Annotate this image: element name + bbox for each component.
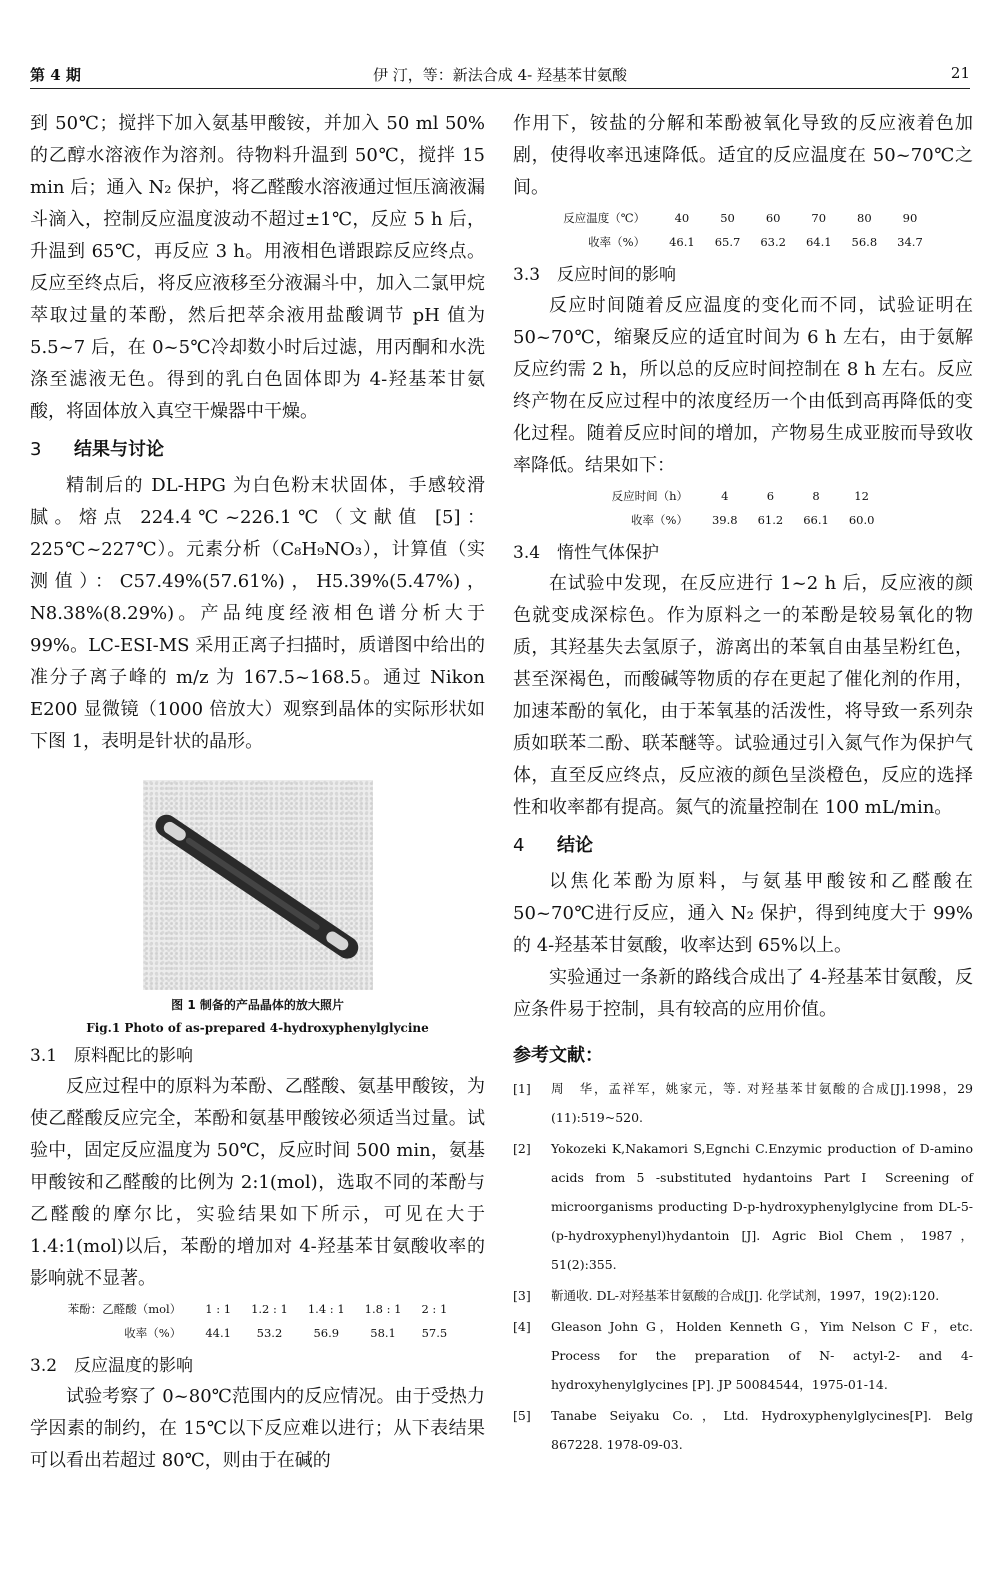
table-cell: 39.8: [711, 513, 738, 527]
reference-item: [513, 1134, 973, 1279]
reference-text: Yokozeki K,Nakamori S,Egnchi C.Enzymic production of D-amino acids from 5 -substituted hydantoins Part Ⅰ Screening of microorganisms producting D-p-hydroxyphenylglycine from DL-5-(p-hydroxyphenyl)hydantoin [J]. Agric Biol Chem，1987，51(2):355.: [551, 1141, 973, 1272]
table-cell: 46.1: [669, 235, 695, 249]
paragraph-temperature-cont: 作用下，铵盐的分解和苯酚被氧化导致的反应液着色加剧，使得收率迅速降低。适宜的反应温度在 50~70℃之间。: [513, 113, 973, 198]
reference-text: Tanabe Seiyaku Co.，Ltd. Hydroxyphenylglycines[P]. Belg 867228. 1978-09-03.: [551, 1408, 973, 1452]
table-cell: 61.2: [757, 513, 784, 527]
table-cell: 44.1: [205, 1326, 231, 1340]
reference-item: [513, 1312, 986, 1399]
table-row: [58, 1321, 458, 1345]
section-title: 结果与讨论: [74, 439, 164, 460]
paragraph-characterization: 精制后的 DL-HPG 为白色粉末状固体，手感较滑腻。熔点 224.4℃~226.1℃（文献值 [5]：225℃~227℃）。元素分析（C₈H₉NO₃），计算值（实测值）：C57.49%(57.61%)，H5.39%(5.47%)，N8.38%(8.29%)。产品纯度经液相色谱分析大于 99%。LC-ESI-MS 采用正离子扫描时，质谱图中给出的准分子离子峰的 m/z 为 167.5~168.5。通过 Nikon E200 显微镜（1000 倍放大）观察到晶体的实际形状如下图 1，表明是针状的晶形。: [30, 475, 485, 752]
table-cell: 2 : 1: [421, 1302, 448, 1316]
reference-number: [1]: [513, 1081, 531, 1096]
table-cell: 90: [902, 211, 918, 225]
section-number: 3.4: [513, 543, 541, 563]
table-row: [553, 230, 933, 254]
reference-text: 靳通收. DL-对羟基苯甘氨酸的合成[J]. 化学试剂，1997，19(2):120.: [551, 1288, 940, 1303]
table-cell: 56.9: [313, 1326, 340, 1340]
table-molar-ratio: [58, 1297, 458, 1345]
table-temperature: [553, 206, 933, 254]
table-cell: 1.8 : 1: [364, 1302, 402, 1316]
paragraph-inert-gas: 在试验中发现，在反应进行 1~2 h 后，反应液的颜色就变成深棕色。作为原料之一的苯酚是较易氧化的物质，其羟基失去氢原子，游离出的苯氧自由基呈粉红色，甚至深褐色，而酸碱等物质的存在更起了催化剂的作用，加速苯酚的氧化，由于苯氧基的活泼性，将导致一系列杂质如联苯二酚、联苯醚等。试验通过引入氮气作为保护气体，直至反应终点，反应液的颜色呈淡橙色，反应的选择性和收率都有提高。氮气的流量控制在 100 mL/min。: [513, 573, 973, 818]
section-heading-ratio: [30, 1041, 485, 1071]
section-heading-time: [513, 260, 973, 290]
table-cell: 65.7: [714, 235, 741, 249]
table-cell: 50: [720, 211, 735, 225]
page-number: 21: [950, 64, 970, 82]
table-row: [602, 508, 885, 532]
section-number: 4: [513, 835, 525, 856]
section-number: 3.2: [30, 1356, 58, 1376]
section-heading-inert-gas: [513, 538, 973, 568]
reference-item: [513, 1074, 973, 1132]
section-title: 惰性气体保护: [557, 543, 659, 563]
table-cell: 66.1: [803, 513, 829, 527]
right-column: [513, 108, 986, 1459]
table-cell: 80: [857, 211, 872, 225]
paragraph-temperature: 试验考察了 0~80℃范围内的反应情况。由于受热力学因素的制约，在 15℃以下反应难以进行；从下表结果可以看出若超过 80℃，则由于在碱的: [30, 1386, 485, 1471]
table-time: [602, 484, 885, 532]
table-cell: 53.2: [256, 1326, 283, 1340]
section-number: 3: [30, 439, 42, 460]
table-cell: 63.2: [760, 235, 786, 249]
paragraph-ratio: 反应过程中的原料为苯酚、乙醛酸、氨基甲酸铵，为使乙醛酸反应完全，苯酚和氨基甲酸铵必须适当过量。试验中，固定反应温度为 50℃，反应时间 500 min，氨基甲酸铵和乙醛酸的比例为 2:1(mol)，选取不同的苯酚与乙醛酸的摩尔比，实验结果如下所示，可见在大于 1.4:1(mol)以后，苯酚的增加对 4-羟基苯甘氨酸收率的影响就不显著。: [30, 1076, 485, 1289]
table-row: [602, 484, 885, 508]
section-title: 反应温度的影响: [74, 1356, 193, 1376]
references-heading: 参考文献：: [513, 1045, 603, 1066]
table-cell: 6: [766, 489, 775, 503]
section-heading-temperature: [30, 1351, 485, 1381]
crystal-photo: [143, 780, 373, 990]
table-row-label: 收率（%）: [631, 513, 688, 527]
reference-item: [513, 1401, 973, 1459]
reference-number: [4]: [513, 1319, 531, 1334]
table-cell: 70: [811, 211, 827, 225]
section-heading-results: [30, 434, 485, 466]
section-title: 原料配比的影响: [74, 1046, 193, 1066]
section-number: 3.1: [30, 1046, 58, 1066]
table-cell: 56.8: [851, 235, 878, 249]
table-cell: 60.0: [848, 513, 875, 527]
table-cell: 60: [765, 211, 781, 225]
reference-text: 周 华，孟祥军，姚家元，等. 对羟基苯甘氨酸的合成[J].1998，29 (11):519~520.: [551, 1081, 973, 1125]
reference-number: [5]: [513, 1408, 531, 1423]
table-cell: 34.7: [897, 235, 923, 249]
figure-caption-cn: 图 1 制备的产品晶体的放大照片: [171, 998, 344, 1012]
reference-number: [3]: [513, 1288, 531, 1303]
table-row-label: 反应温度（℃）: [563, 211, 646, 225]
figure-caption-en: Fig.1 Photo of as-prepared 4-hydroxyphenylglycine: [86, 1021, 429, 1035]
table-row: [553, 206, 933, 230]
table-row-label: 收率（%）: [124, 1326, 182, 1340]
running-title: 伊 汀，等：新法合成 4- 羟基苯甘氨酸: [373, 66, 627, 84]
section-number: 3.3: [513, 265, 541, 285]
section-title: 结论: [557, 835, 593, 856]
paragraph-conclusion-1: 以焦化苯酚为原料，与氨基甲酸铵和乙醛酸在 50~70℃进行反应，通入 N₂ 保护，得到纯度大于 99% 的 4-羟基苯甘氨酸，收率达到 65%以上。: [513, 871, 973, 956]
references-list: [513, 1074, 986, 1459]
issue-number: 第 4 期: [30, 66, 81, 84]
table-cell: 4: [721, 489, 729, 503]
left-column: [30, 108, 485, 1477]
table-cell: 40: [674, 211, 690, 225]
paragraph-procedure: 到 50℃；搅拌下加入氨基甲酸铵，并加入 50 ml 50% 的乙醇水溶液作为溶剂。待物料升温到 50℃，搅拌 15 min 后；通入 N₂ 保护，将乙醛酸水溶液通过恒压滴液漏斗滴入，控制反应温度波动不超过±1℃，反应 5 h 后，升温到 65℃，再反应 3 h。用液相色谱跟踪反应终点。反应至终点后，将反应液移至分液漏斗中，加入二氯甲烷萃取过量的苯酚，然后把萃余液用盐酸调节 pH 值为 5.5~7 后，在 0~5℃冷却数小时后过滤，用丙酮和水洗涤至滤液无色。得到的乳白色固体即为 4-羟基苯甘氨酸，将固体放入真空干燥器中干燥。: [30, 113, 485, 422]
table-row-label: 反应时间（h）: [611, 489, 688, 503]
section-heading-conclusion: [513, 830, 973, 862]
table-row-label: 收率（%）: [588, 235, 646, 249]
paragraph-conclusion-2: 实验通过一条新的路线合成出了 4-羟基苯甘氨酸，反应条件易于控制，具有较高的应用价值。: [513, 967, 973, 1020]
table-cell: 1.4 : 1: [307, 1302, 345, 1316]
reference-item: [513, 1281, 973, 1310]
figure-1: [30, 780, 485, 1035]
section-title: 反应时间的影响: [557, 265, 676, 285]
table-cell: 8: [812, 489, 820, 503]
table-cell: 64.1: [805, 235, 832, 249]
table-cell: 57.5: [421, 1326, 448, 1340]
reference-number: [2]: [513, 1141, 531, 1156]
table-row: [58, 1297, 458, 1321]
reference-text: Gleason John G，Holden Kenneth G，Yim Nelson C F，etc. Process for the preparation of N- actyl-2- and 4-hydroxyhenylglycines [P]. JP 50084544，1975-01-14.: [551, 1319, 986, 1392]
table-cell: 1 : 1: [205, 1302, 232, 1316]
paragraph-time: 反应时间随着反应温度的变化而不同，试验证明在 50~70℃，缩聚反应的适宜时间为 6 h 左右，由于氨解反应约需 2 h，所以总的反应时间控制在 8 h 左右。反应终产物在反应过程中的浓度经历一个由低到高再降低的变化过程。随着反应时间的增加，产物易生成亚胺而导致收率降低。结果如下：: [513, 295, 973, 476]
needle-crystal-image: [143, 780, 373, 990]
table-cell: 58.1: [370, 1326, 396, 1340]
table-cell: 12: [854, 489, 869, 503]
table-cell: 1.2 : 1: [251, 1302, 288, 1316]
page-header: [30, 58, 970, 89]
table-row-label: 苯酚：乙醛酸（mol）: [67, 1302, 182, 1316]
